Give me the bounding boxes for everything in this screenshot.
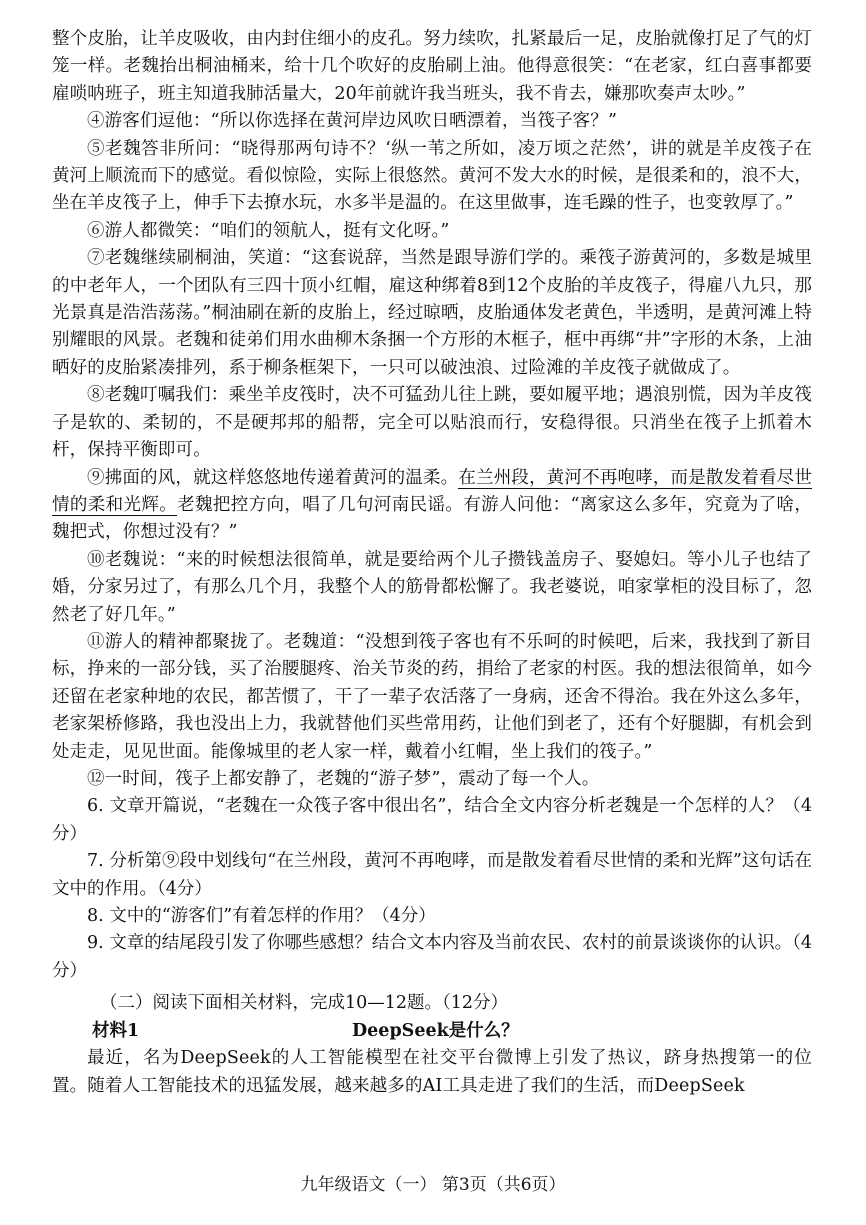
paragraph-5: ⑤老魏答非所问：“晓得那两句诗不？‘纵一苇之所如，凌万顷之茫然’，讲的就是羊皮筏子在黄河上顺流而下的感觉。看似惊险，实际上很悠然。黄河不发大水的时候，是很柔和的，浪不大，坐在羊皮筏子上，伸手下去撩水玩，水多半是温的。在这里做事，连毛躁的性子，也变敦厚了。” [52, 138, 812, 214]
paragraph-9-lead: ⑨拂面的风，就这样悠悠地传递着黄河的温柔。 [87, 467, 459, 488]
paragraph-7: ⑦老魏继续刷桐油，笑道：“这套说辞，当然是跟导游们学的。乘筏子游黄河的，多数是城里的中老年人，一个团队有三四十顶小红帽，雇这种绑着8到12个皮胎的羊皮筏子，得雇八九只，那光景真是浩浩荡荡。”桐油刷在新的皮胎上，经过晾晒，皮胎通体发老黄色，半透明，是黄河滩上特别耀眼的风景。老魏和徒弟们用水曲柳木条捆一个方形的木框子，框中再绑“井”字形的木条，上油晒好的皮胎紧凑排列，系于柳条框架下，一只可以破浊浪、过险滩的羊皮筏子就做成了。 [52, 248, 812, 378]
paragraph-continued: 整个皮胎，让羊皮吸收，由内封住细小的皮孔。努力续吹，扎紧最后一足，皮胎就像打足了气的灯笼一样。老魏抬出桐油桶来，给十几个吹好的皮胎刷上油。他得意很笑：“在老家，红白喜事都要雇唢呐班子，班主知道我肺活量大，20年前就许我当班头，我不肯去，嫌那吹奏声太吵。” [52, 29, 812, 104]
paragraph-6: ⑥游人都微笑：“咱们的领航人，挺有文化呀。” [87, 220, 450, 241]
material-title: DeepSeek是什么？ [352, 1021, 519, 1042]
document-page [52, 26, 812, 1100]
paragraph-9 [52, 465, 812, 547]
paragraph-12: ⑫一时间，筏子上都安静了，老魏的“游子梦”，震动了每一个人。 [87, 768, 600, 789]
material-label: 材料1 [92, 1021, 140, 1042]
paragraph-9-tail: 老魏把控方向，唱了几句河南民谣。有游人问他：“离家这么多年，究竟为了啥，魏把式，你想过没有？” [52, 494, 812, 543]
page-footer: 九年级语文（一） 第3页（共6页） [300, 1175, 566, 1195]
question-7: 7. 分析第⑨段中划线句“在兰州段，黄河不再咆哮，而是散发着看尽世情的柔和光辉”这句话在文中的作用。（4分） [52, 851, 812, 899]
section-heading: （二）阅读下面相关材料，完成10—12题。（12分） [100, 993, 509, 1014]
paragraph-11: ⑪游人的精神都聚拢了。老魏道：“没想到筏子客也有不乐呵的时候吧，后来，我找到了新目标，挣来的一部分钱，买了治腰腿疼、治关节炎的药，捐给了老家的村医。我的想法很简单，如今还留在老家种地的农民，都苦惯了，干了一辈子农活落了一身病，还舍不得治。我在外这么多年，老家架桥修路，我也没出上力，我就替他们买些常用药，让他们到老了，还有个好腿脚，有机会到处走走，见见世面。能像城里的老人家一样，戴着小红帽，坐上我们的筏子。” [52, 631, 812, 762]
question-8: 8. 文中的“游客们”有着怎样的作用？（4分） [87, 906, 436, 926]
paragraph-8: ⑧老魏叮嘱我们：乘坐羊皮筏时，决不可猛劲儿往上跳，要如履平地；遇浪别慌，因为羊皮筏子是软的、柔韧的，不是硬邦邦的船帮，完全可以贴浪而行，安稳得很。只消坐在筏子上抓着木杆，保持平衡即可。 [52, 385, 812, 461]
material-body: 最近，名为DeepSeek的人工智能模型在社交平台微博上引发了热议，跻身热搜第一的位置。随着人工智能技术的迅猛发展，越来越多的AI工具走进了我们的生活，而DeepSeek [52, 1048, 812, 1096]
question-9: 9. 文章的结尾段引发了你哪些感想？结合文本内容及当前农民、农村的前景谈谈你的认识。（4分） [52, 933, 812, 981]
paragraph-4: ④游客们逗他：“所以你选择在黄河岸边风吹日晒漂着，当筏子客？” [87, 111, 618, 132]
material-header [52, 1017, 812, 1045]
paragraph-10: ⑩老魏说：“来的时候想法很简单，就是要给两个儿子攒钱盖房子、娶媳妇。等小儿子也结了婚，分家另过了，有那么几个月，我整个人的筋骨都松懈了。我老婆说，咱家掌柜的没目标了，忽然老了好几年。” [52, 549, 812, 625]
underlined-sentence: 在兰州段，黄河不再咆哮，而是散发着看尽世情的柔和光辉。 [52, 467, 812, 515]
question-6: 6. 文章开篇说，“老魏在一众筏子客中很出名”，结合全文内容分析老魏是一个怎样的人？（4分） [52, 796, 812, 844]
